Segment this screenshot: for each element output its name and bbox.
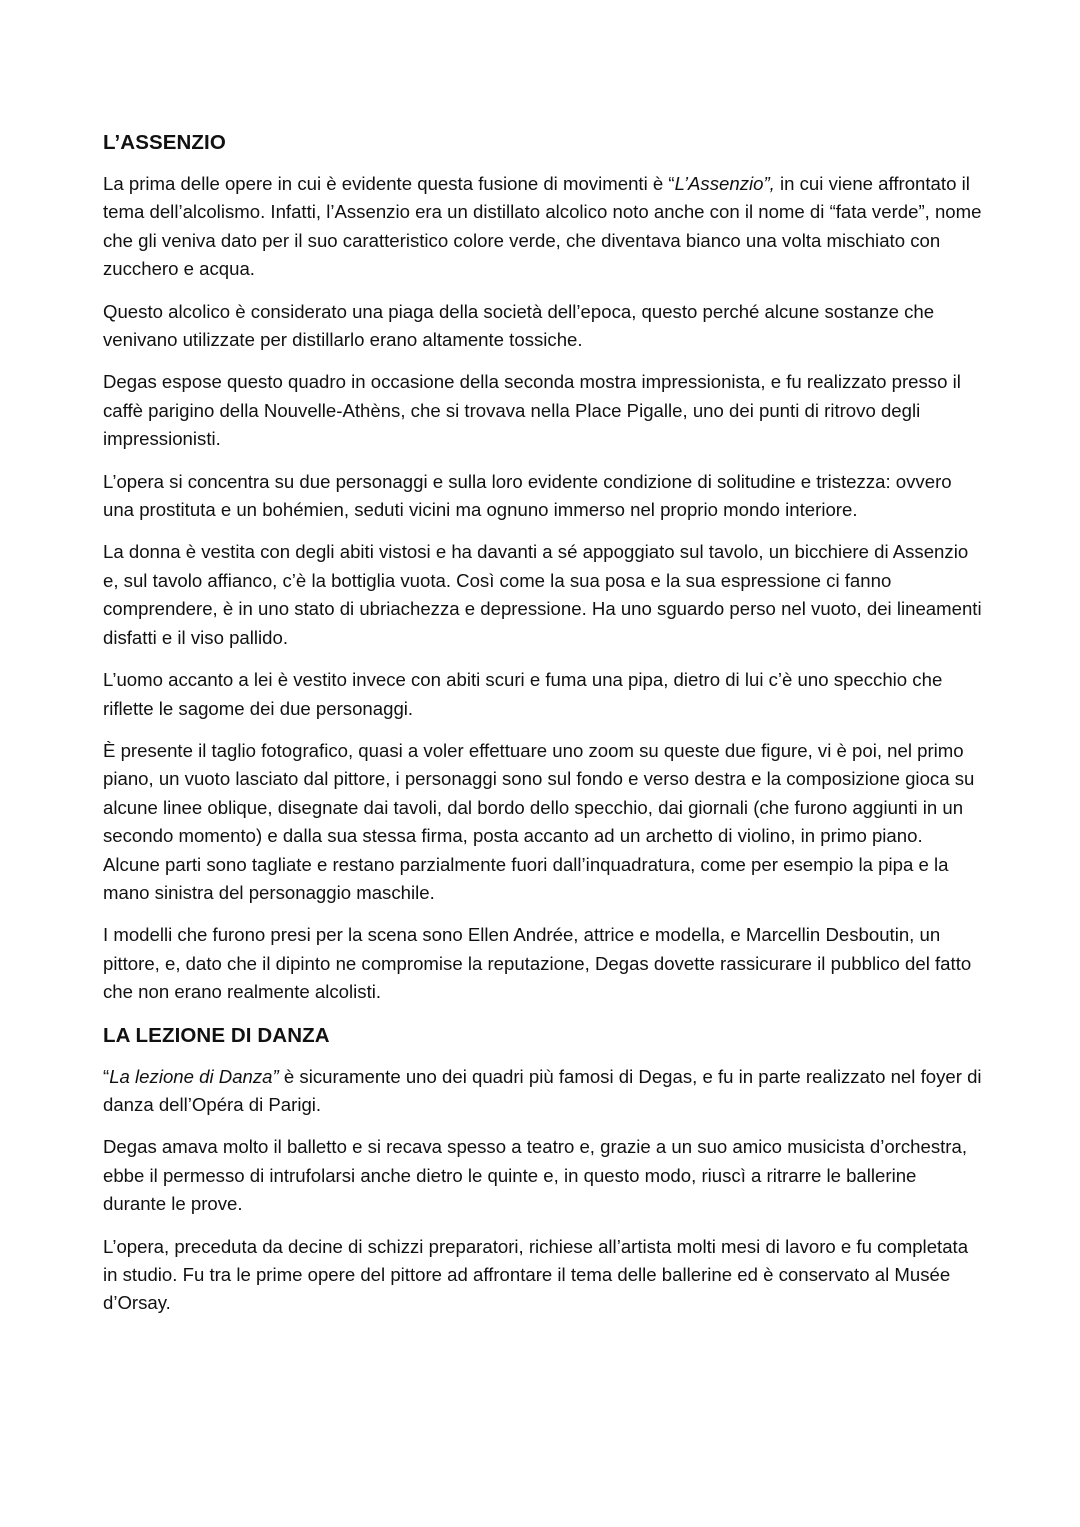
paragraph: L’opera si concentra su due personaggi e sulla loro evidente condizione di solitudine e tristezza: ovvero una prostituta e un bohémien, seduti vicini ma ognuno immerso nel proprio mondo interiore. [103, 470, 952, 521]
paragraph: Degas espose questo quadro in occasione della seconda mostra impressionista, e fu realizzato presso il caffè parigino della Nouvelle-Athèns, che si trovava nella Place Pigalle, uno dei punti di ritrovo degli impressionisti. [103, 371, 961, 450]
text-run: in cui viene affrontato il tema dell’alcolismo. Infatti, l’Assenzio era un distillato alcolico noto anche con il nome di “fata verde”, nome che gli veniva dato per il suo caratteristico colore verde, che diventava bianco una volta mischiato con zucchero e acqua. [103, 173, 982, 280]
section-lezione-di-danza [103, 1021, 983, 1318]
paragraph: L’opera, preceduta da decine di schizzi preparatori, richiese all’artista molti mesi di lavoro e fu completata in studio. Fu tra le prime opere del pittore ad affrontare il tema delle ballerine ed è conservato al Musée d’Orsay. [103, 1235, 969, 1314]
text-run: La prima delle opere in cui è evidente questa fusione di movimenti è “ [103, 173, 675, 194]
paragraph [103, 1063, 983, 1120]
section-heading-assenzio: L’ASSENZIO [103, 131, 226, 154]
text-run: “ [103, 1065, 110, 1087]
paragraph: I modelli che furono presi per la scena sono Ellen Andrée, attrice e modella, e Marcellin Desboutin, un pittore, e, dato che il dipinto ne compromise la reputazione, Degas dovette rassicurare il pubblico del fatto che non erano realmente alcolisti. [103, 924, 972, 1003]
paragraph: L’uomo accanto a lei è vestito invece con abiti scuri e fuma una pipa, dietro di lui c’è uno specchio che riflette le sagome dei due personaggi. [103, 669, 943, 719]
paragraph: La donna è vestita con degli abiti vistosi e ha davanti a sé appoggiato sul tavolo, un bicchiere di Assenzio e, sul tavolo affianco, c’è la bottiglia vuota. Così come la sua posa e la sua espressione ci fanno comprendere, è in uno stato di ubriachezza e depressione. Ha uno sguardo perso nel vuoto, dei lineamenti disfatti e il viso pallido. [103, 541, 982, 648]
artwork-title: La lezione di Danza” [109, 1065, 279, 1087]
section-assenzio [103, 128, 983, 1007]
paragraph: Degas amava molto il balletto e si recava spesso a teatro e, grazie a un suo amico musicista d’orchestra, ebbe il permesso di intrufolarsi anche dietro le quinte e, in questo modo, riuscì a ritrarre le ballerine durante le prove. [103, 1136, 967, 1215]
document-page [103, 128, 983, 1332]
paragraph: Questo alcolico è considerato una piaga della società dell’epoca, questo perché alcune sostanze che venivano utilizzate per distillarlo erano altamente tossiche. [103, 300, 935, 351]
section-heading-lezione-di-danza: LA LEZIONE DI DANZA [103, 1023, 330, 1047]
paragraph [103, 170, 983, 284]
text-run: è sicuramente uno dei quadri più famosi di Degas, e fu in parte realizzato nel foyer di danza dell’Opéra di Parigi. [103, 1065, 982, 1115]
artwork-title: L’Assenzio”, [674, 173, 775, 194]
paragraph: È presente il taglio fotografico, quasi a voler effettuare uno zoom su queste due figure, vi è poi, nel primo piano, un vuoto lasciato dal pittore, i personaggi sono sul fondo e verso destra e la composizione gioca su alcune linee oblique, disegnate dai tavoli, dal bordo dello specchio, dai giornali (che furono aggiunti in un secondo momento) e dalla sua stessa firma, posta accanto ad un archetto di violino, in primo piano. Alcune parti sono tagliate e restano parzialmente fuori dall’inquadratura, come per esempio la pipa e la mano sinistra del personaggio maschile. [103, 739, 975, 903]
